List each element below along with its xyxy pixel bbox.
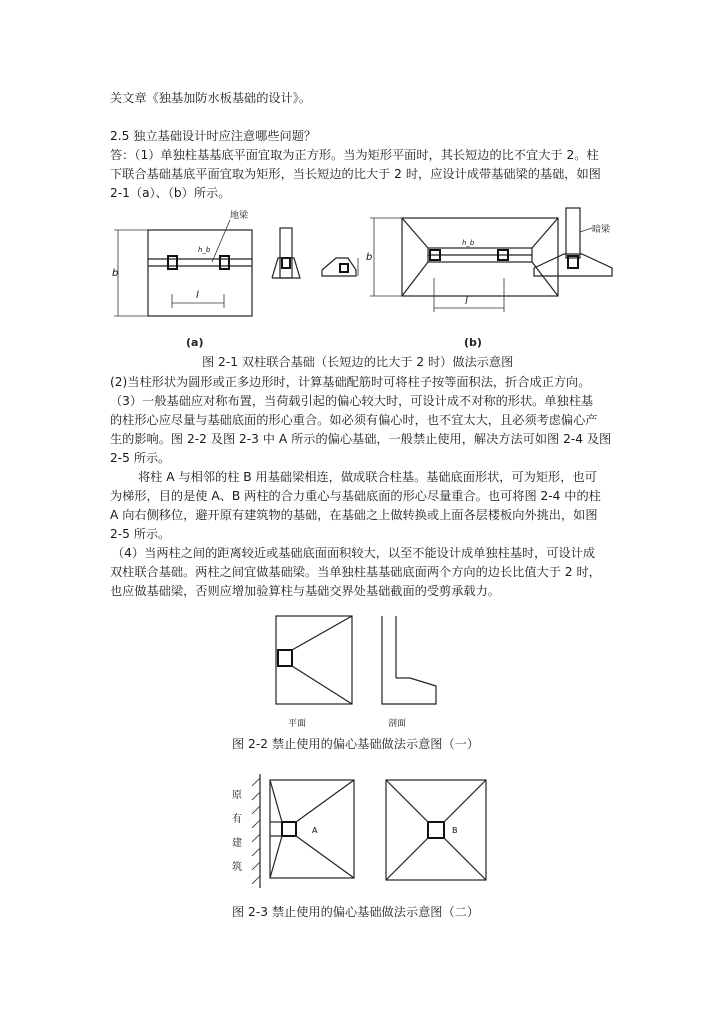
beam-tag-b: 暗梁 — [592, 225, 611, 235]
paragraph-line: （4）当两柱之间的距离较近或基础底面面积较大，以至不能设计成单独柱基时，可设计成 — [112, 546, 596, 560]
dim-l-label-b: l — [465, 296, 468, 307]
figure-2-1a-label: (a) — [186, 336, 204, 349]
paragraph-line: 答：（1）单独柱基基底平面宜取为正方形。当为矩形平面时，其长短边的比不宜大于 2。柱 — [110, 148, 599, 162]
figure-2-3-diagram — [226, 764, 516, 894]
paragraph-line: (2)当柱形状为圆形或正多边形时，计算基础配筋时可将柱子按等面积法，折合成正方向。 — [110, 375, 591, 389]
section-heading-2-5: 2.5 独立基础设计时应注意哪些问题？ — [110, 129, 317, 143]
paragraph-line: 2-5 所示。 — [110, 451, 171, 465]
dim-hb-label-a: h_b — [198, 246, 211, 254]
dim-b-label-b: b — [366, 252, 373, 263]
paragraph-line: 的柱形心应尽量与基础底面的形心重合。如必须有偏心时，也不宜太大，且必须考虑偏心产 — [110, 413, 598, 427]
dim-hb-label-b: h_b — [462, 239, 475, 247]
plan-label: 平面 — [288, 719, 307, 729]
paragraph-line: 2-1（a）、（b）所示。 — [110, 186, 231, 200]
column-b-label: B — [452, 826, 458, 835]
figure-2-1a-diagram — [112, 208, 352, 348]
wall-char: 有 — [232, 814, 242, 825]
section-label: 剖面 — [388, 719, 407, 729]
paragraph-line: A 向右侧移位，避开原有建筑物的基础，在基础之上做转换或上面各层楼板向外挑出，如图 — [110, 508, 598, 522]
wall-char: 原 — [232, 790, 242, 801]
figure-2-2-diagram — [270, 608, 470, 736]
figure-2-1b-label: (b) — [464, 336, 482, 349]
paragraph-line: 也应做基础梁，否则应增加验算柱与基础交界处基础截面的受剪承载力。 — [110, 584, 500, 598]
figure-2-3-caption: 图 2-3 禁止使用的偏心基础做法示意图（二） — [232, 905, 480, 919]
paragraph-line: （3）一般基础应对称布置，当荷载引起的偏心较大时，可设计成不对称的形状。单独柱基 — [110, 394, 594, 408]
dim-l-label-a: l — [196, 290, 199, 301]
wall-char: 建 — [232, 838, 242, 849]
paragraph-line: 2-5 所示。 — [110, 527, 171, 541]
paragraph-line: 双柱联合基础。两柱之间宜做基础梁。当单独柱基基础底面两个方向的边长比值大于 2 时， — [110, 565, 601, 579]
dim-b-label: b — [112, 268, 119, 279]
figure-2-1b-diagram — [366, 208, 626, 348]
beam-tag-a: 地梁 — [230, 211, 249, 221]
paragraph-related-article: 关文章《独基加防水板基础的设计》。 — [110, 91, 312, 105]
paragraph-line: 为梯形，目的是使 A、B 两柱的合力重心与基础底面的形心尽量重合。也可将图 2-4 中的柱 — [110, 489, 601, 503]
paragraph-line: 将柱 A 与相邻的柱 B 用基础梁相连，做成联合柱基。基础底面形状，可为矩形，也可 — [138, 470, 597, 484]
paragraph-line: 下联合基础基底平面宜取为矩形，当长短边的比大于 2 时，应设计成带基础梁的基础，如图 — [110, 167, 601, 181]
column-a-label: A — [312, 826, 318, 835]
wall-char: 筑 — [232, 862, 242, 873]
figure-2-1-caption: 图 2-1 双柱联合基础（长短边的比大于 2 时）做法示意图 — [202, 355, 514, 369]
figure-2-2-caption: 图 2-2 禁止使用的偏心基础做法示意图（一） — [232, 737, 480, 751]
paragraph-line: 生的影响。图 2-2 及图 2-3 中 A 所示的偏心基础，一般禁止使用，解决方法可如图 2-4 及图 — [110, 432, 612, 446]
